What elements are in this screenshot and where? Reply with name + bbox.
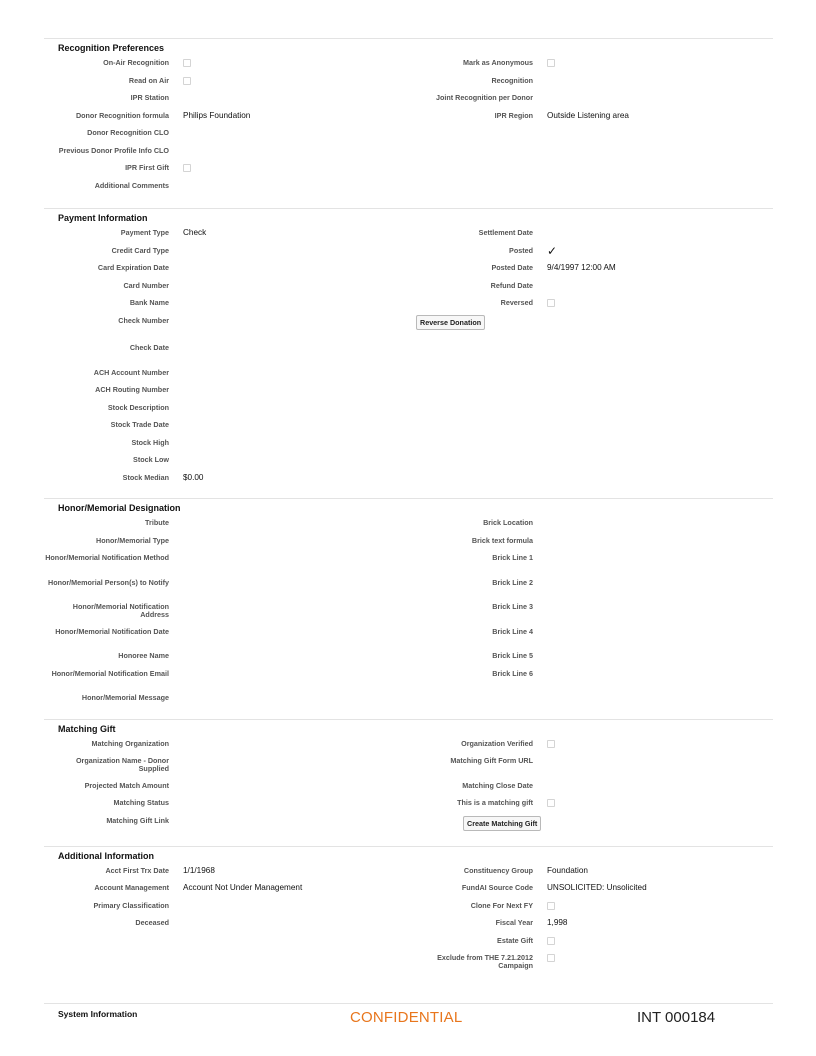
field-label: Deceased	[135, 918, 169, 927]
field-projected-match-amount	[44, 781, 408, 799]
field-mark-as-anonymous	[408, 58, 773, 76]
field-label: Posted	[509, 245, 533, 255]
field-brick-text-formula	[408, 536, 773, 554]
field-label: Matching Gift Link	[106, 815, 169, 825]
field-label: Estate Gift	[497, 935, 533, 945]
divider	[44, 1003, 773, 1004]
record-detail-page	[44, 38, 773, 981]
field-ipr-station	[44, 93, 408, 111]
ipr-first-gift-checkbox[interactable]	[183, 164, 191, 172]
field-value: 1,998	[547, 918, 568, 927]
field-honoree-name	[44, 651, 408, 669]
field-label: Organization Name - Donor Supplied	[75, 756, 169, 773]
field-label: ACH Routing Number	[95, 385, 169, 394]
field-estate-gift	[408, 936, 773, 954]
field-ipr-first-gift	[44, 163, 408, 181]
field-fundai-source-code	[408, 883, 773, 901]
field-label: Matching Gift Form URL	[450, 756, 533, 765]
field-posted-date	[408, 263, 773, 281]
field-matching-gift-form-url	[408, 756, 773, 781]
field-is-matching-gift	[408, 798, 773, 816]
field-label: Clone For Next FY	[470, 900, 533, 910]
field-brick-line-2	[408, 578, 773, 603]
field-label: Stock High	[131, 437, 169, 447]
field-label: Honor/Memorial Notification Email	[51, 668, 169, 678]
field-label: Organization Verified	[461, 738, 533, 748]
field-account-management	[44, 883, 408, 901]
field-label: FundAI Source Code	[461, 883, 533, 892]
field-label: Brick Line 6	[492, 668, 533, 678]
field-label: Donor Recognition CLO	[87, 128, 169, 137]
reverse-donation-row	[408, 315, 773, 335]
field-brick-line-1	[408, 553, 773, 578]
reverse-donation-button[interactable]: Reverse Donation	[416, 315, 485, 330]
field-stock-low	[44, 455, 408, 473]
field-label: Stock Description	[107, 402, 169, 412]
field-label: Refund Date	[490, 280, 533, 290]
field-value: UNSOLICITED: Unsolicited	[547, 883, 647, 892]
field-label: Matching Organization	[91, 738, 169, 748]
field-recognition	[408, 76, 773, 94]
field-label: On-Air Recognition	[103, 58, 169, 67]
field-organization-verified	[408, 739, 773, 757]
field-label: Previous Donor Profile Info CLO	[58, 145, 169, 155]
checkmark-icon: ✓	[547, 243, 558, 258]
field-label: Mark as Anonymous	[462, 58, 533, 67]
field-label: ACH Account Number	[93, 367, 169, 377]
field-label: Fiscal Year	[495, 918, 533, 927]
field-donor-recognition-clo	[44, 128, 408, 146]
field-label: IPR First Gift	[125, 163, 169, 172]
field-label: Joint Recognition per Donor	[435, 93, 533, 102]
field-label: This is a matching gift	[457, 798, 533, 807]
field-ach-routing-number	[44, 385, 408, 403]
organization-verified-checkbox[interactable]	[547, 740, 555, 748]
field-label: Check Number	[118, 315, 169, 325]
field-matching-gift-link	[44, 816, 408, 838]
field-brick-line-6	[408, 669, 773, 687]
field-card-number	[44, 281, 408, 299]
field-tribute	[44, 518, 408, 536]
section-title: Payment Information	[58, 213, 148, 223]
section-honor-memorial	[44, 498, 773, 715]
field-value: Foundation	[547, 865, 588, 875]
field-reversed	[408, 298, 773, 315]
field-refund-date	[408, 281, 773, 299]
field-label: Reversed	[500, 298, 533, 307]
section-additional-information	[44, 846, 773, 982]
field-label: Matching Status	[113, 798, 169, 807]
field-label: Projected Match Amount	[84, 780, 169, 790]
field-label: Additional Comments	[94, 180, 169, 190]
field-label: Tribute	[145, 518, 169, 527]
field-exclude-campaign	[408, 953, 773, 977]
field-matching-close-date	[408, 781, 773, 799]
field-read-on-air	[44, 76, 408, 94]
field-persons-to-notify	[44, 578, 408, 603]
field-label: Credit Card Type	[111, 245, 169, 255]
field-label: IPR Region	[494, 110, 533, 120]
estate-gift-checkbox[interactable]	[547, 937, 555, 945]
section-matching-gift	[44, 719, 773, 842]
exclude-campaign-checkbox[interactable]	[547, 954, 555, 962]
field-label: Donor Recognition formula	[75, 110, 169, 120]
field-label: Payment Type	[120, 228, 169, 237]
field-notification-email	[44, 669, 408, 694]
field-brick-location	[408, 518, 773, 536]
field-honor-type	[44, 536, 408, 554]
field-check-number	[44, 316, 408, 343]
read-on-air-checkbox[interactable]	[183, 77, 191, 85]
field-label: Settlement Date	[478, 228, 533, 237]
field-value: $0.00	[183, 472, 204, 482]
field-label: Brick Line 4	[492, 626, 533, 636]
field-card-expiration-date	[44, 263, 408, 281]
clone-next-fy-checkbox[interactable]	[547, 902, 555, 910]
system-information-heading: System Information	[58, 1009, 138, 1019]
section-title: Matching Gift	[58, 723, 116, 734]
mark-as-anonymous-checkbox[interactable]	[547, 59, 555, 67]
section-title: Recognition Preferences	[58, 43, 165, 53]
field-ach-account-number	[44, 368, 408, 386]
field-label: Stock Low	[133, 455, 169, 464]
field-label: Exclude from THE 7.21.2012 Campaign	[437, 953, 533, 970]
field-check-date	[44, 343, 408, 368]
field-credit-card-type	[44, 246, 408, 264]
create-matching-gift-row	[408, 816, 773, 838]
field-deceased	[44, 918, 408, 936]
is-matching-gift-checkbox[interactable]	[547, 799, 555, 807]
field-value: Check	[183, 228, 207, 237]
field-label: Honoree Name	[118, 651, 169, 660]
field-previous-donor-profile	[44, 146, 408, 164]
field-label: Honor/Memorial Notification Method	[45, 553, 169, 562]
field-label: Honor/Memorial Notification Date	[55, 626, 169, 636]
field-label: Brick Line 2	[492, 577, 533, 587]
field-label: Constituency Group	[463, 865, 533, 875]
field-label: Honor/Memorial Person(s) to Notify	[48, 577, 169, 587]
field-label: Card Expiration Date	[97, 263, 169, 272]
field-payment-type	[44, 228, 408, 246]
field-notification-method	[44, 553, 408, 578]
section-title: Honor/Memorial Designation	[58, 503, 181, 513]
field-label: Honor/Memorial Type	[96, 535, 169, 545]
field-matching-organization	[44, 739, 408, 757]
field-value: Philips Foundation	[183, 110, 251, 120]
field-label: Honor/Memorial Notification Address	[72, 602, 169, 619]
field-label: Read on Air	[128, 75, 169, 85]
field-label: Primary Classification	[93, 900, 169, 910]
field-value: Account Not Under Management	[183, 883, 303, 892]
field-on-air-recognition	[44, 58, 408, 76]
field-additional-comments	[44, 181, 408, 199]
reversed-checkbox[interactable]	[547, 299, 555, 307]
section-recognition-preferences	[44, 38, 773, 202]
field-donor-recognition-formula	[44, 111, 408, 129]
field-label: Check Date	[129, 342, 169, 352]
field-honor-message	[44, 693, 408, 711]
field-label: Posted Date	[491, 263, 533, 272]
field-brick-line-3	[408, 602, 773, 627]
on-air-recognition-checkbox[interactable]	[183, 59, 191, 67]
field-label: Matching Close Date	[462, 780, 533, 790]
field-label: IPR Station	[130, 93, 169, 102]
field-primary-classification	[44, 901, 408, 919]
field-settlement-date	[408, 228, 773, 246]
field-value: 9/4/1997 12:00 AM	[547, 263, 616, 272]
field-label: Acct First Trx Date	[105, 865, 169, 875]
field-joint-recognition	[408, 93, 773, 111]
field-label: Brick text formula	[471, 535, 533, 545]
field-fiscal-year	[408, 918, 773, 936]
field-label: Stock Trade Date	[110, 420, 169, 429]
field-label: Brick Location	[483, 518, 533, 527]
field-label: Brick Line 1	[492, 553, 533, 562]
field-clone-next-fy	[408, 901, 773, 919]
field-label: Bank Name	[129, 298, 169, 307]
field-notification-address	[44, 602, 408, 627]
field-acct-first-trx-date	[44, 866, 408, 884]
field-stock-high	[44, 438, 408, 456]
field-label: Honor/Memorial Message	[81, 693, 169, 702]
field-posted	[408, 243, 773, 264]
section-payment-information	[44, 208, 773, 494]
field-value: 1/1/1968	[183, 865, 215, 875]
field-label: Recognition	[491, 75, 533, 85]
field-ipr-region	[408, 111, 773, 129]
field-matching-status	[44, 798, 408, 816]
field-label: Stock Median	[122, 472, 169, 482]
field-label: Card Number	[123, 280, 169, 290]
field-constituency-group	[408, 866, 773, 884]
section-title: Additional Information	[58, 850, 154, 861]
field-org-name-donor	[44, 756, 408, 781]
field-stock-median	[44, 473, 408, 491]
field-label: Brick Line 5	[492, 651, 533, 660]
field-brick-line-5	[408, 651, 773, 669]
field-label: Account Management	[94, 883, 169, 892]
field-value: Outside Listening area	[547, 110, 629, 120]
document-id: INT 000184	[637, 1009, 716, 1026]
field-label: Brick Line 3	[492, 602, 533, 611]
field-notification-date	[44, 627, 408, 652]
field-stock-description	[44, 403, 408, 421]
field-bank-name	[44, 298, 408, 316]
confidential-stamp: CONFIDENTIAL	[350, 1009, 463, 1026]
field-brick-line-4	[408, 627, 773, 652]
create-matching-gift-button[interactable]: Create Matching Gift	[463, 816, 541, 831]
field-stock-trade-date	[44, 420, 408, 438]
